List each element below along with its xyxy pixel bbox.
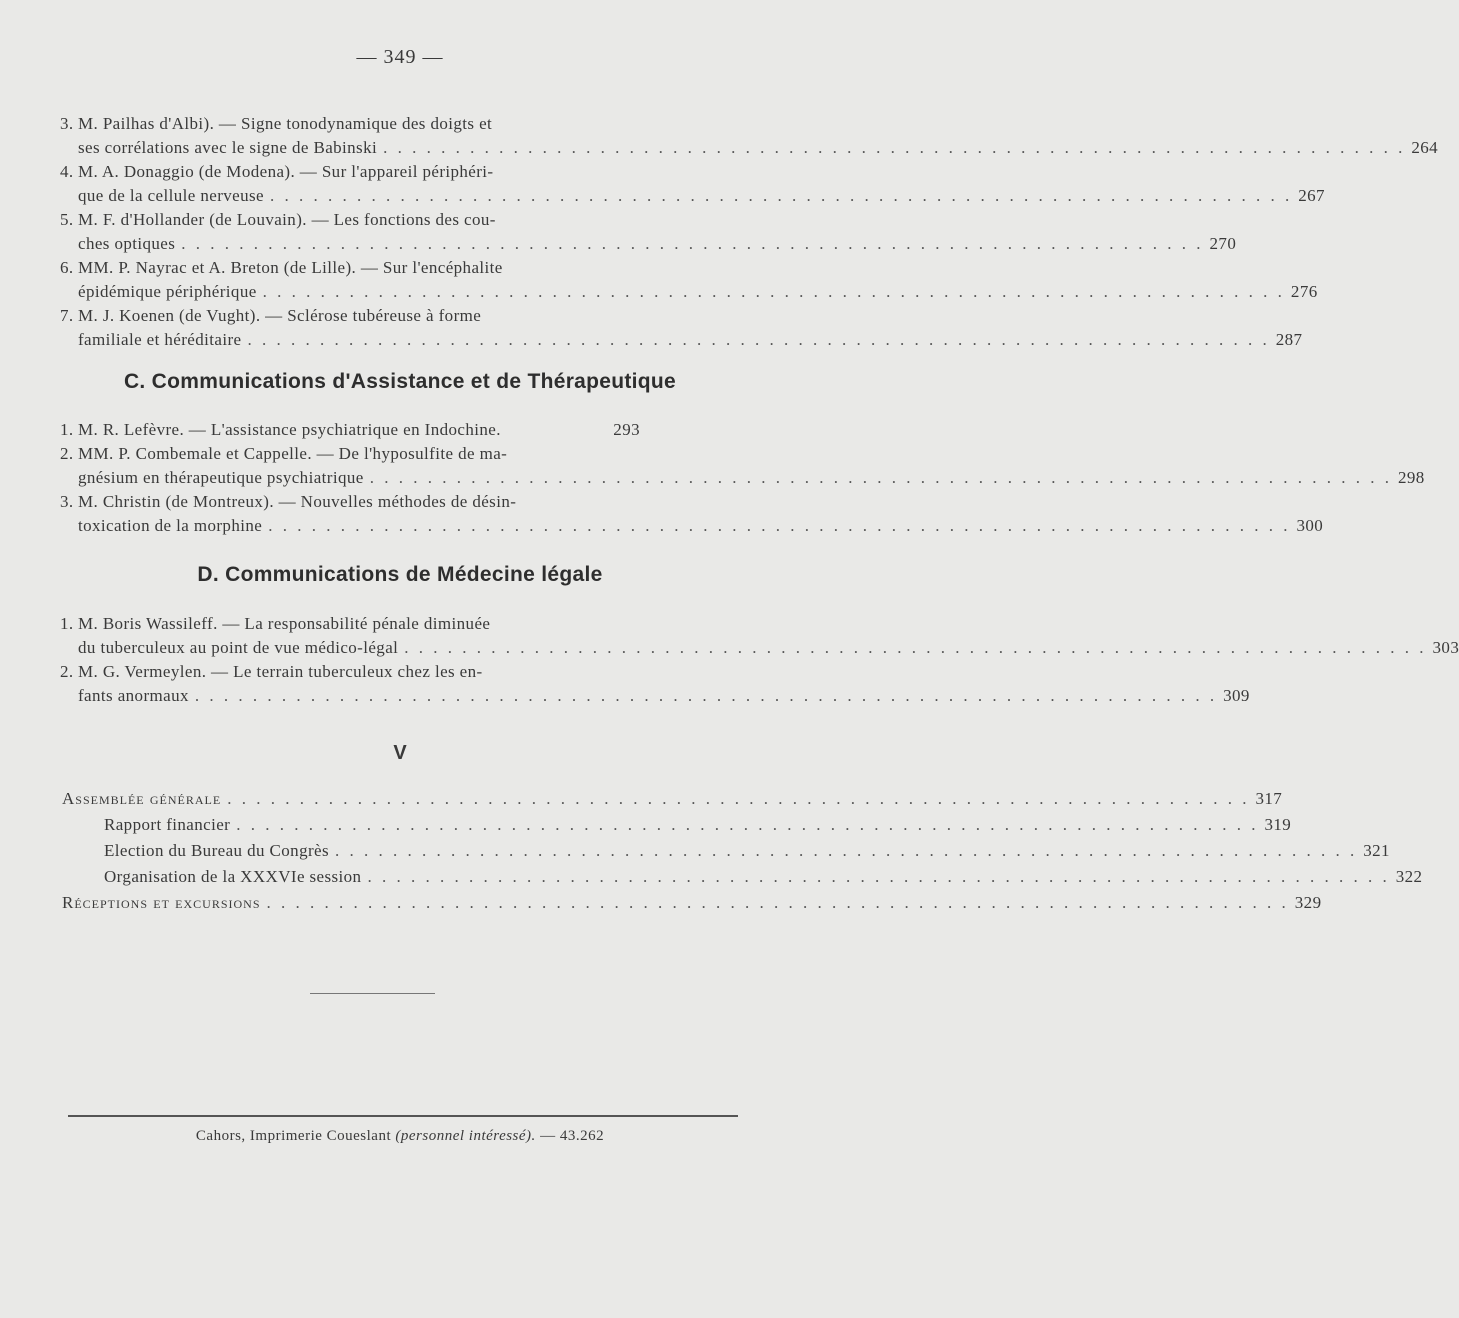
entry-title: M. Boris Wassileff. — La responsabilité pénale diminuée	[78, 614, 491, 633]
toc-entry-last-line	[60, 636, 1459, 660]
section-d-title: D. Communications de Médecine légale	[197, 563, 603, 586]
toc-v-item	[62, 787, 1283, 813]
toc-block-d	[60, 612, 1459, 708]
toc-v-item	[62, 813, 1292, 839]
toc-entry-line	[60, 418, 640, 442]
entry-title-end: fants anormaux	[78, 686, 189, 705]
toc-entry-last-line	[60, 466, 1425, 490]
toc-entry	[60, 442, 1425, 490]
entry-number: 2.	[60, 662, 74, 681]
entry-title-end: ches optiques	[78, 234, 176, 253]
entry-number: 2.	[60, 444, 74, 463]
toc-v-label: Election du Bureau du Congrès	[104, 841, 329, 860]
entry-number: 5.	[60, 210, 74, 229]
toc-entry	[60, 160, 1325, 208]
toc-entry	[60, 304, 1303, 352]
page-ref: 319	[1264, 815, 1292, 834]
toc-entry	[60, 490, 1324, 538]
entry-title-end: du tuberculeux au point de vue médico-légal	[78, 638, 399, 657]
entry-number: 3.	[60, 114, 74, 133]
section-v-numeral: V	[393, 742, 407, 764]
toc-v-item	[62, 839, 1390, 865]
toc-entry-last-line	[60, 280, 1318, 304]
toc-entry	[60, 208, 1237, 256]
entry-title: M. J. Koenen (de Vught). — Sclérose tubéreuse à forme	[78, 306, 482, 325]
dot-leader: . . . . . . . . . . . . . . . . . . . . . . . . . . . . . . . . . . . . . . . . . . . . . . . . . . . . . . . . . . . . . . . . . . . . . . .	[181, 234, 1204, 253]
page-ref: 270	[1209, 234, 1237, 253]
toc-entry-line	[60, 208, 640, 232]
entry-title: M. G. Vermeylen. — Le terrain tuberculeux chez les en-	[78, 662, 483, 681]
toc-entry-last-line	[60, 684, 1250, 708]
entry-title: MM. P. Nayrac et A. Breton (de Lille). — Sur l'encéphalite	[78, 258, 503, 277]
dot-leader: . . . . . . . . . . . . . . . . . . . . . . . . . . . . . . . . . . . . . . . . . . . . . . . . . . . . . . . . . . . . . . . . . . . . . . .	[369, 468, 1392, 487]
entry-title: M. R. Lefèvre. — L'assistance psychiatrique en Indochine.	[78, 420, 501, 439]
entry-title-end: épidémique périphérique	[78, 282, 257, 301]
dot-leader: . . . . . . . . . . . . . . . . . . . . . . . . . . . . . . . . . . . . . . . . . . . . . . . . . . . . . . . . . . . . . . . . . . . . . . .	[383, 138, 1406, 157]
entry-title-end: que de la cellule nerveuse	[78, 186, 264, 205]
entry-number: 1.	[60, 614, 74, 633]
dot-leader: . . . . . . . . . . . . . . . . . . . . . . . . . . . . . . . . . . . . . . . . . . . . . . . . . . . . . . . . . . . . . . . . . . . . . . .	[268, 516, 1291, 535]
page-ref: 309	[1223, 686, 1250, 705]
entry-number: 4.	[60, 162, 74, 181]
entry-title: M. Pailhas d'Albi). — Signe tonodynamique des doigts et	[78, 114, 493, 133]
dot-leader: . . . . . . . . . . . . . . . . . . . . . . . . . . . . . . . . . . . . . . . . . . . . . . . . . . . . . . . . . . . . . . . . . . . . . . .	[236, 815, 1259, 834]
toc-entry	[60, 256, 1318, 304]
page-ref: 321	[1363, 841, 1390, 860]
entry-number: 7.	[60, 306, 74, 325]
imprint-code: — 43.262	[540, 1128, 605, 1144]
page-number: — 349 —	[356, 46, 444, 68]
page-ref: 298	[1397, 468, 1425, 487]
toc-entry-last-line	[60, 328, 1303, 352]
page-ref: 287	[1275, 330, 1303, 349]
entry-title-end: gnésium en thérapeutique psychiatrique	[78, 468, 364, 487]
footer-rule	[68, 1115, 738, 1117]
toc-v-item	[62, 891, 1322, 917]
toc-entry-line	[60, 160, 640, 184]
dot-leader: . . . . . . . . . . . . . . . . . . . . . . . . . . . . . . . . . . . . . . . . . . . . . . . . . . . . . . . . . . . . . . . . . . . . . . .	[269, 186, 1293, 205]
dot-leader: . . . . . . . . . . . . . . . . . . . . . . . . . . . . . . . . . . . . . . . . . . . . . . . . . . . . . . . . . . . . . . . . . . . . . . .	[227, 789, 1250, 808]
section-c-title: C. Communications d'Assistance et de Thérapeutique	[123, 370, 677, 393]
entry-title: M. Christin (de Montreux). — Nouvelles méthodes de désin-	[78, 492, 517, 511]
toc-entry	[60, 418, 640, 442]
toc-entry-line	[60, 304, 640, 328]
toc-entry	[60, 612, 1459, 660]
toc-entry-line	[60, 256, 640, 280]
entry-title-end: toxication de la morphine	[78, 516, 263, 535]
imprint-printer: Cahors, Imprimerie Coueslant	[195, 1128, 392, 1144]
page-ref: 276	[1290, 282, 1318, 301]
dot-leader: . . . . . . . . . . . . . . . . . . . . . . . . . . . . . . . . . . . . . . . . . . . . . . . . . . . . . . . . . . . . . . . . . . . . . . .	[247, 330, 1270, 349]
dot-leader: . . . . . . . . . . . . . . . . . . . . . . . . . . . . . . . . . . . . . . . . . . . . . . . . . . . . . . . . . . . . . . . . . . . . . . .	[404, 638, 1427, 657]
page-ref: 317	[1255, 789, 1283, 808]
entry-title-end: familiale et héréditaire	[78, 330, 242, 349]
entry-title: M. A. Donaggio (de Modena). — Sur l'appareil périphéri-	[78, 162, 494, 181]
toc-block-v	[62, 787, 1423, 917]
page-ref: 264	[1411, 138, 1439, 157]
entry-number: 6.	[60, 258, 74, 277]
toc-entry-line	[60, 442, 640, 466]
page-ref: 267	[1298, 186, 1325, 205]
toc-v-label: Réceptions et excursions	[62, 893, 261, 912]
imprint-personnel: (personnel intéressé).	[395, 1128, 536, 1144]
toc-entry-last-line	[60, 184, 1325, 208]
toc-entry-text	[60, 418, 501, 442]
dot-leader: . . . . . . . . . . . . . . . . . . . . . . . . . . . . . . . . . . . . . . . . . . . . . . . . . . . . . . . . . . . . . . . . . . . . . . .	[262, 282, 1285, 301]
page-ref: 293	[613, 420, 640, 439]
page-ref: 300	[1296, 516, 1324, 535]
toc-block-c	[60, 418, 1425, 538]
entry-number: 3.	[60, 492, 74, 511]
toc-entry	[60, 660, 1250, 708]
toc-entry-line	[60, 490, 640, 514]
toc-block-b	[60, 112, 1439, 352]
dot-leader: . . . . . . . . . . . . . . . . . . . . . . . . . . . . . . . . . . . . . . . . . . . . . . . . . . . . . . . . . . . . . . . . . . . . . . .	[367, 867, 1390, 886]
toc-v-label: Rapport financier	[104, 815, 231, 834]
toc-v-item	[62, 865, 1423, 891]
toc-entry-last-line	[60, 514, 1324, 538]
toc-entry-line	[60, 660, 640, 684]
entry-title: MM. P. Combemale et Cappelle. — De l'hyposulfite de ma-	[78, 444, 508, 463]
toc-v-label: Assemblée générale	[62, 789, 222, 808]
page-ref: 303	[1432, 638, 1459, 657]
entry-number: 1.	[60, 420, 74, 439]
page-ref: 322	[1395, 867, 1423, 886]
dot-leader: . . . . . . . . . . . . . . . . . . . . . . . . . . . . . . . . . . . . . . . . . . . . . . . . . . . . . . . . . . . . . . . . . . . . . . .	[266, 893, 1289, 912]
dot-leader: . . . . . . . . . . . . . . . . . . . . . . . . . . . . . . . . . . . . . . . . . . . . . . . . . . . . . . . . . . . . . . . . . . . . . . .	[194, 686, 1218, 705]
toc-v-label: Organisation de la XXXVIe session	[104, 867, 362, 886]
toc-entry-line	[60, 112, 640, 136]
page-ref: 329	[1294, 893, 1322, 912]
toc-entry-last-line	[60, 136, 1439, 160]
end-ornament-rule	[310, 993, 435, 994]
entry-title-end: ses corrélations avec le signe de Babinski	[78, 138, 378, 157]
toc-entry	[60, 112, 1439, 160]
dot-leader: . . . . . . . . . . . . . . . . . . . . . . . . . . . . . . . . . . . . . . . . . . . . . . . . . . . . . . . . . . . . . . . . . . . . . . .	[335, 841, 1358, 860]
entry-title: M. F. d'Hollander (de Louvain). — Les fonctions des cou-	[78, 210, 496, 229]
imprint-line	[0, 1128, 800, 1145]
toc-entry-line	[60, 612, 640, 636]
toc-entry-last-line	[60, 232, 1237, 256]
